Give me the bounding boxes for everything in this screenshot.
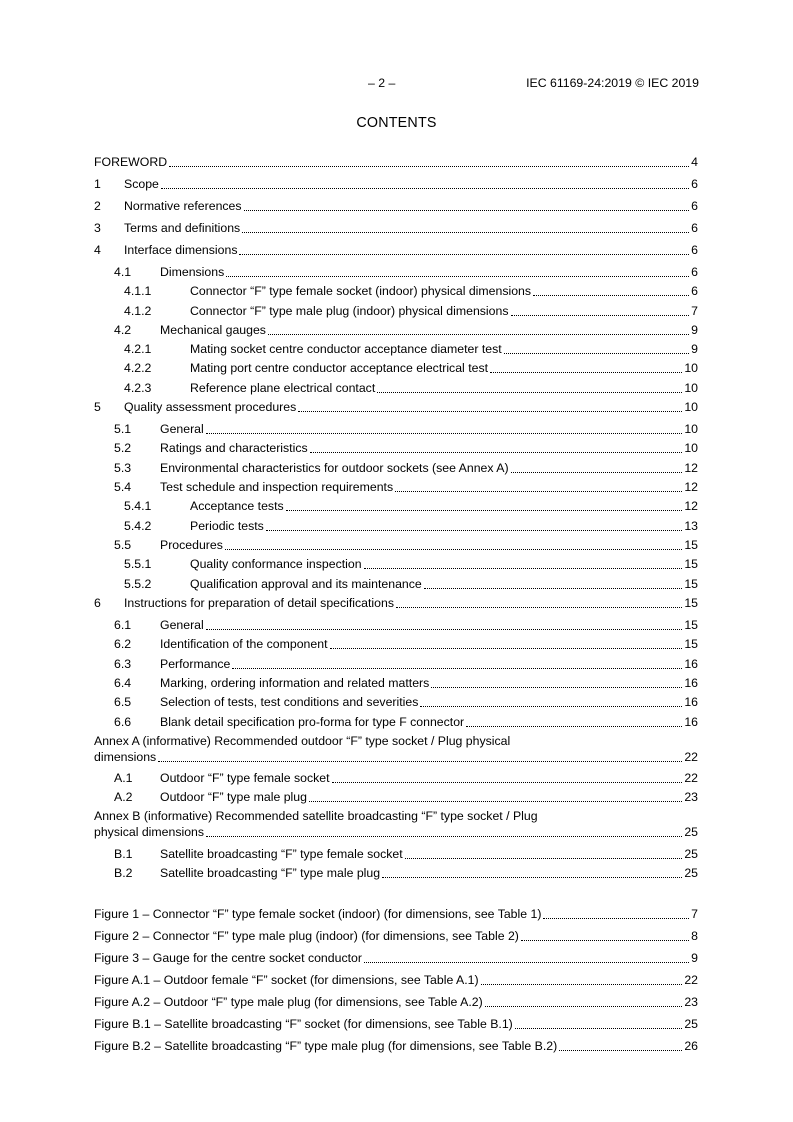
toc-entry-title: Interface dimensions [124, 243, 238, 257]
toc-entry-page: 9 [691, 342, 698, 356]
toc-entry-number: 6.2 [114, 637, 132, 651]
toc-entry-page: 22 [684, 771, 698, 785]
toc-entry-page: 15 [684, 538, 698, 552]
toc-entry-number: 5.5.2 [124, 577, 152, 591]
toc-entry[interactable] [94, 264, 698, 280]
toc-entry-page: 9 [691, 323, 698, 337]
toc-entry-page: 6 [691, 265, 698, 279]
toc-entry[interactable] [94, 322, 698, 338]
toc-entry-page: 26 [684, 1039, 698, 1053]
toc-entry-title: Connector “F” type female socket (indoor) physical dimensions [190, 284, 532, 298]
toc-entry-title: Figure B.1 – Satellite broadcasting “F” socket (for dimensions, see Table B.1) [94, 1017, 513, 1031]
toc-entry-number: A.1 [114, 771, 133, 785]
dot-leader [485, 1006, 683, 1007]
toc-entry[interactable] [94, 595, 698, 611]
dot-leader [543, 918, 689, 919]
toc-entry[interactable] [94, 380, 698, 396]
toc-entry-title: Normative references [124, 199, 242, 213]
toc-entry-page: 16 [684, 695, 698, 709]
toc-entry-title: Performance [160, 657, 231, 671]
toc-entry-number: 4.2.1 [124, 342, 152, 356]
dot-leader [309, 801, 682, 802]
dot-leader [298, 411, 682, 412]
toc-entry-number: 4.1.2 [124, 304, 152, 318]
toc-entry-number: 5.3 [114, 461, 132, 475]
toc-entry-page: 7 [691, 907, 698, 921]
toc-entry-page: 6 [691, 284, 698, 298]
dot-leader [466, 726, 682, 727]
toc-entry-title: Blank detail specification pro-forma for type F connector [160, 715, 465, 729]
toc-entry-number: 4.1.1 [124, 284, 152, 298]
toc-entry-number: 4.1 [114, 265, 132, 279]
toc-entry-title: General [160, 618, 204, 632]
toc-entry-page: 12 [684, 461, 698, 475]
toc-entry-heading[interactable]: Annex A (informative) Recommended outdoor “F” type socket / Plug physical [94, 734, 511, 748]
toc-entry-number: 3 [94, 221, 101, 235]
toc-entry-number: 5.5.1 [124, 557, 152, 571]
toc-entry-page: 22 [684, 750, 698, 764]
toc-entry-title: dimensions [94, 750, 157, 764]
toc-entry-page: 8 [691, 929, 698, 943]
page-number: – 2 – [368, 76, 396, 90]
toc-entry-number: 2 [94, 199, 101, 213]
toc-entry-number: B.1 [114, 847, 133, 861]
toc-entry[interactable] [94, 714, 698, 730]
toc-entry-number: A.2 [114, 790, 133, 804]
toc-entry-title: Satellite broadcasting “F” type male plug [160, 866, 381, 880]
toc-entry-page: 10 [684, 361, 698, 375]
toc-entry-number: 6.1 [114, 618, 132, 632]
dot-leader [424, 588, 683, 589]
dot-leader [377, 392, 682, 393]
dot-leader [521, 940, 689, 941]
dot-leader [504, 353, 689, 354]
toc-entry-heading[interactable]: Annex B (informative) Recommended satellite broadcasting “F” type socket / Plug [94, 809, 538, 823]
dot-leader [511, 472, 683, 473]
toc-entry-page: 15 [684, 618, 698, 632]
toc-entry-page: 15 [684, 596, 698, 610]
toc-entry-title: physical dimensions [94, 825, 205, 839]
toc-entry[interactable] [94, 220, 698, 236]
toc-entry[interactable] [94, 518, 698, 534]
toc-entry[interactable] [94, 460, 698, 476]
toc-entry-number: 6.3 [114, 657, 132, 671]
toc-entry-page: 6 [691, 199, 698, 213]
dot-leader [420, 706, 682, 707]
toc-entry-page: 15 [684, 637, 698, 651]
toc-entry-title: Environmental characteristics for outdoor sockets (see Annex A) [160, 461, 509, 475]
toc-entry-title: Dimensions [160, 265, 225, 279]
toc-entry[interactable] [94, 176, 698, 192]
toc-entry-page: 6 [691, 177, 698, 191]
toc-entry[interactable] [94, 694, 698, 710]
toc-entry[interactable] [94, 537, 698, 553]
toc-entry[interactable] [94, 789, 698, 805]
dot-leader [242, 232, 689, 233]
toc-entry-title: Figure 3 – Gauge for the centre socket conductor [94, 951, 362, 965]
dot-leader [515, 1028, 683, 1029]
toc-entry-page: 6 [691, 221, 698, 235]
toc-entry-title: Terms and definitions [124, 221, 241, 235]
toc-entry-title: Periodic tests [190, 519, 264, 533]
toc-entry-title: Qualification approval and its maintenance [190, 577, 422, 591]
dot-leader [206, 836, 682, 837]
toc-entry-title: Mating port centre conductor acceptance electrical test [190, 361, 489, 375]
toc-entry[interactable] [94, 617, 698, 633]
toc-entry-title: Mating socket centre conductor acceptance diameter test [190, 342, 502, 356]
toc-entry-title: Outdoor “F” type male plug [160, 790, 307, 804]
toc-entry[interactable] [94, 928, 698, 944]
toc-entry[interactable] [94, 865, 698, 881]
toc-entry[interactable] [94, 636, 698, 652]
toc-entry-title: Connector “F” type male plug (indoor) physical dimensions [190, 304, 509, 318]
toc-entry-number: 4.2.3 [124, 381, 152, 395]
toc-entry[interactable] [94, 906, 698, 922]
toc-entry-title: Scope [124, 177, 159, 191]
toc-entry-title: Procedures [160, 538, 223, 552]
toc-entry-number: 5.4.2 [124, 519, 152, 533]
toc-entry-number: 6 [94, 596, 101, 610]
toc-entry-page: 4 [691, 155, 698, 169]
toc-entry-page: 12 [684, 480, 698, 494]
toc-entry[interactable] [94, 656, 698, 672]
toc-entry-number: B.2 [114, 866, 133, 880]
dot-leader [239, 254, 689, 255]
toc-entry-title: Satellite broadcasting “F” type female socket [160, 847, 403, 861]
toc-entry[interactable] [94, 303, 698, 319]
dot-leader [268, 334, 689, 335]
dot-leader [310, 452, 683, 453]
toc-entry[interactable] [94, 479, 698, 495]
toc-entry-page: 10 [684, 381, 698, 395]
toc-entry[interactable] [94, 556, 698, 572]
dot-leader [490, 372, 682, 373]
toc-entry[interactable] [94, 1038, 698, 1054]
dot-leader [330, 648, 683, 649]
toc-entry-number: 5.4.1 [124, 499, 152, 513]
dot-leader [206, 433, 683, 434]
toc-entry[interactable] [94, 440, 698, 456]
toc-entry-number: 1 [94, 177, 101, 191]
dot-leader [405, 858, 683, 859]
toc-entry-title: Test schedule and inspection requirements [160, 480, 394, 494]
toc-entry-number: 5 [94, 400, 101, 414]
toc-entry-page: 15 [684, 557, 698, 571]
toc-entry-title: Outdoor “F” type female socket [160, 771, 330, 785]
dot-leader [286, 510, 683, 511]
toc-entry[interactable] [94, 576, 698, 592]
dot-leader [158, 761, 682, 762]
toc-entry[interactable] [94, 360, 698, 376]
toc-entry[interactable] [94, 675, 698, 691]
toc-entry[interactable] [94, 994, 698, 1010]
toc-entry-title: Acceptance tests [190, 499, 284, 513]
dot-leader [332, 782, 683, 783]
toc-entry-title: Ratings and characteristics [160, 441, 308, 455]
toc-entry-page: 25 [684, 847, 698, 861]
dot-leader [206, 629, 683, 630]
dot-leader [226, 276, 689, 277]
toc-entry-page: 16 [684, 676, 698, 690]
toc-entry-page: 25 [684, 825, 698, 839]
toc-entry-page: 9 [691, 951, 698, 965]
toc-entry-number: 6.5 [114, 695, 132, 709]
toc-entry[interactable] [94, 154, 698, 170]
dot-leader [431, 687, 682, 688]
toc-entry[interactable] [94, 498, 698, 514]
dot-leader [511, 315, 690, 316]
dot-leader [161, 188, 689, 189]
dot-leader [559, 1050, 682, 1051]
toc-entry-number: 6.6 [114, 715, 132, 729]
dot-leader [533, 295, 689, 296]
toc-entry-title: Mechanical gauges [160, 323, 266, 337]
toc-entry-page: 22 [684, 973, 698, 987]
dot-leader [382, 877, 682, 878]
dot-leader [169, 166, 689, 167]
toc-entry-title: Identification of the component [160, 637, 328, 651]
toc-entry-page: 16 [684, 715, 698, 729]
standard-reference: IEC 61169-24:2019 © IEC 2019 [526, 76, 699, 90]
toc-entry-number: 5.4 [114, 480, 132, 494]
dot-leader [266, 530, 683, 531]
toc-entry-page: 12 [684, 499, 698, 513]
toc-entry-title: Figure B.2 – Satellite broadcasting “F” type male plug (for dimensions, see Table B.2) [94, 1039, 558, 1053]
toc-entry-number: 4.2.2 [124, 361, 152, 375]
toc-entry-page: 23 [684, 995, 698, 1009]
toc-entry-page: 23 [684, 790, 698, 804]
dot-leader [244, 210, 690, 211]
toc-entry[interactable] [94, 846, 698, 862]
toc-entry-page: 16 [684, 657, 698, 671]
toc-entry-page: 25 [684, 866, 698, 880]
toc-entry-page: 10 [684, 422, 698, 436]
dot-leader [395, 491, 682, 492]
toc-entry[interactable] [94, 824, 698, 840]
toc-entry-number: 5.2 [114, 441, 132, 455]
toc-entry[interactable] [94, 341, 698, 357]
dot-leader [364, 962, 689, 963]
toc-entry-page: 10 [684, 441, 698, 455]
page-header [0, 76, 793, 92]
toc-entry-page: 7 [691, 304, 698, 318]
toc-entry[interactable] [94, 1016, 698, 1032]
toc-entry-page: 6 [691, 243, 698, 257]
toc-entry[interactable] [94, 399, 698, 415]
dot-leader [481, 984, 683, 985]
toc-entry-number: 4 [94, 243, 101, 257]
toc-entry-title: General [160, 422, 204, 436]
toc-entry-title: Reference plane electrical contact [190, 381, 376, 395]
toc-entry-page: 15 [684, 577, 698, 591]
toc-entry-number: 4.2 [114, 323, 132, 337]
toc-entry[interactable] [94, 972, 698, 988]
toc-entry[interactable] [94, 283, 698, 299]
toc-entry[interactable] [94, 242, 698, 258]
toc-entry-number: 5.5 [114, 538, 132, 552]
toc-entry[interactable] [94, 770, 698, 786]
toc-entry[interactable] [94, 421, 698, 437]
toc-entry-title: Quality assessment procedures [124, 400, 297, 414]
dot-leader [232, 668, 682, 669]
toc-entry-title: Figure 1 – Connector “F” type female socket (indoor) (for dimensions, see Table 1) [94, 907, 542, 921]
toc-entry-title: Figure 2 – Connector “F” type male plug (indoor) (for dimensions, see Table 2) [94, 929, 519, 943]
toc-entry[interactable] [94, 749, 698, 765]
toc-entry-number: 5.1 [114, 422, 132, 436]
toc-entry-number: 6.4 [114, 676, 132, 690]
toc-entry[interactable] [94, 950, 698, 966]
toc-entry-page: 25 [684, 1017, 698, 1031]
toc-entry-page: 13 [684, 519, 698, 533]
toc-entry-title: Marking, ordering information and related matters [160, 676, 430, 690]
toc-entry-title: FOREWORD [94, 155, 168, 169]
dot-leader [225, 549, 682, 550]
toc-entry[interactable] [94, 198, 698, 214]
toc-entry-title: Figure A.2 – Outdoor “F” type male plug (for dimensions, see Table A.2) [94, 995, 483, 1009]
toc-entry-title: Quality conformance inspection [190, 557, 362, 571]
toc-entry-title: Figure A.1 – Outdoor female “F” socket (for dimensions, see Table A.1) [94, 973, 479, 987]
page-title: CONTENTS [356, 115, 437, 131]
dot-leader [396, 607, 682, 608]
toc-entry-title: Selection of tests, test conditions and severities [160, 695, 419, 709]
dot-leader [364, 568, 683, 569]
toc-entry-title: Instructions for preparation of detail specifications [124, 596, 394, 610]
toc-entry-page: 10 [684, 400, 698, 414]
